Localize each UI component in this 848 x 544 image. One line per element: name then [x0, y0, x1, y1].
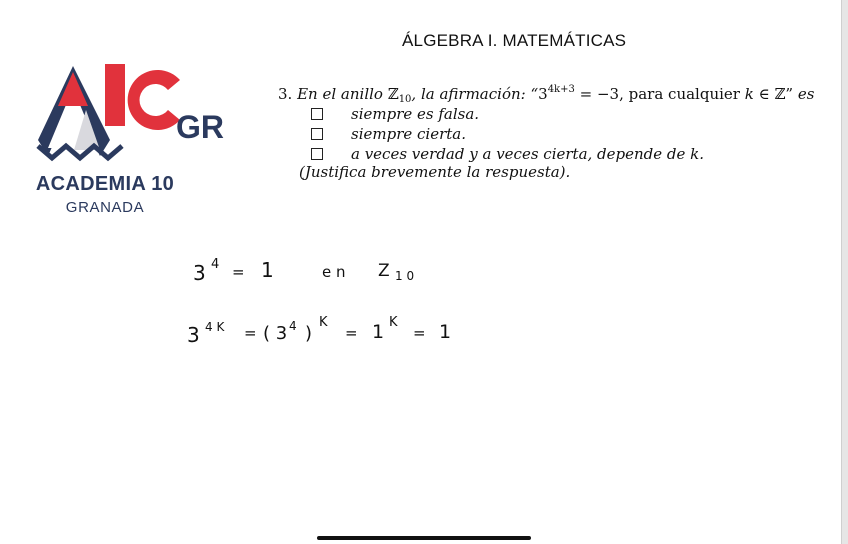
- hw-equals: =: [413, 324, 426, 342]
- hw-one: 1: [372, 321, 385, 343]
- hw-k: K: [319, 315, 328, 330]
- logo-name: ACADEMIA 10: [35, 173, 175, 195]
- logo-gr: GR: [176, 109, 224, 145]
- hw-equals: =: [345, 324, 358, 342]
- option-checkbox[interactable]: [311, 128, 323, 140]
- ring-symbol: ℤ: [387, 85, 399, 103]
- handwritten-work: [0, 240, 848, 360]
- claim-rhs: = −3: [574, 85, 620, 103]
- hw-exponent: 4: [211, 257, 220, 272]
- hw-rhs: 1: [261, 258, 274, 282]
- logo-city: GRANADA: [65, 199, 145, 216]
- answer-options: [311, 104, 704, 164]
- option-checkbox[interactable]: [311, 108, 323, 120]
- power-exponent: 4k+3: [547, 84, 575, 95]
- ring-subscript: 10: [398, 94, 412, 105]
- option-row[interactable]: [311, 124, 704, 144]
- hw-paren-open: ( 3: [263, 323, 288, 344]
- hw-word-en: e n: [322, 263, 346, 281]
- hw-k: K: [389, 315, 398, 330]
- logo-one: [105, 64, 125, 126]
- k-variable: k: [744, 85, 754, 103]
- hw-set: Z: [378, 261, 390, 281]
- claim-tail: , para cualquier: [619, 85, 745, 103]
- in-z: ∈ ℤ”: [753, 85, 794, 103]
- power-base: 3: [538, 85, 548, 103]
- justify-instruction: (Justifica brevemente la respuesta).: [299, 163, 571, 181]
- problem-intro: En el anillo: [297, 85, 383, 103]
- claim-es: es: [797, 85, 815, 103]
- problem-number: 3.: [278, 85, 293, 103]
- option-label: a veces verdad y a veces cierta, depende de k.: [351, 145, 705, 163]
- hw-equals: =: [244, 324, 257, 342]
- option-row[interactable]: [311, 144, 704, 164]
- hw-exponent: 4 K: [205, 320, 225, 334]
- hw-equals: =: [232, 263, 245, 281]
- hw-paren-exponent: 4: [289, 319, 297, 333]
- hw-one: 1: [439, 321, 452, 343]
- hw-base: 3: [193, 261, 206, 285]
- home-indicator[interactable]: [317, 536, 531, 540]
- option-label: siempre es falsa.: [351, 105, 480, 123]
- hw-set-sub: 1 0: [395, 269, 415, 283]
- option-label: siempre cierta.: [351, 125, 466, 143]
- hw-paren-close: ): [305, 323, 313, 344]
- hw-base: 3: [187, 323, 200, 347]
- logo-zero: [128, 70, 180, 130]
- claim-prefix: , la afirmación: “: [411, 85, 539, 103]
- option-checkbox[interactable]: [311, 148, 323, 160]
- option-row[interactable]: [311, 104, 704, 124]
- page-title: ÁLGEBRA I. MATEMÁTICAS: [402, 31, 627, 50]
- problem-statement: [278, 84, 838, 104]
